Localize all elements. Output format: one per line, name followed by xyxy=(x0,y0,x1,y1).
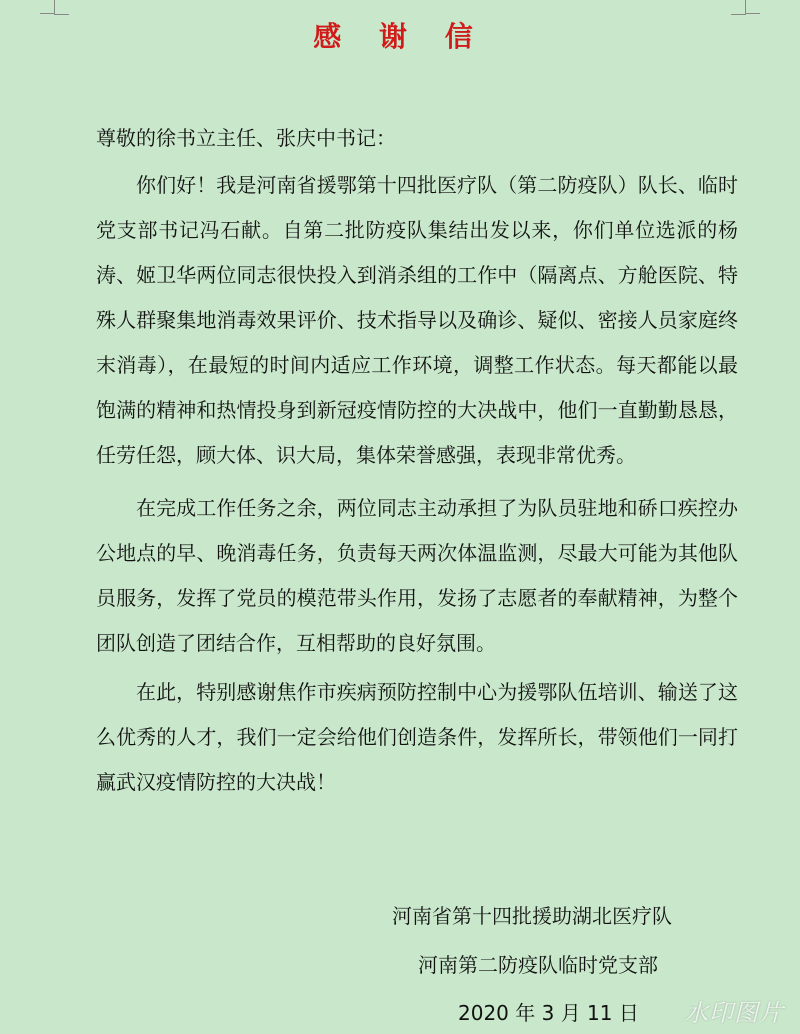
watermark: 水印图片 xyxy=(684,999,784,1027)
page-corner-mark-right xyxy=(731,0,746,15)
letter-body xyxy=(96,163,738,805)
signature-organization: 河南省第十四批援助湖北医疗队 xyxy=(392,904,672,928)
paragraph: 在此，特别感谢焦作市疾病预防控制中心为援鄂队伍培训、输送了这么优秀的人才，我们一定会给他们创造条件，发挥所长，带领他们一同打赢武汉疫情防控的大决战！ xyxy=(96,680,738,794)
signature-party-branch: 河南第二防疫队临时党支部 xyxy=(418,953,658,977)
page-corner-mark-left xyxy=(54,0,69,15)
paragraph: 在完成工作任务之余，两位同志主动承担了为队员驻地和硚口疾控办公地点的早、晚消毒任务，负责每天两次体温监测，尽最大可能为其他队员服务，发挥了党员的模范带头作用，发扬了志愿者的奉献精神，为整个团队创造了团结合作，互相帮助的良好氛围。 xyxy=(96,496,738,655)
letter-title: 感 谢 信 xyxy=(313,20,487,53)
salutation: 尊敬的徐书立主任、张庆中书记： xyxy=(96,126,396,150)
paragraph: 你们好！我是河南省援鄂第十四批医疗队（第二防疫队）队长、临时党支部书记冯石献。自第二批防疫队集结出发以来，你们单位选派的杨涛、姬卫华两位同志很快投入到消杀组的工作中（隔离点、方舱医院、特殊人群聚集地消毒效果评价、技术指导以及确诊、疑似、密接人员家庭终末消毒），在最短的时间内适应工作环境，调整工作状态。每天都能以最饱满的精神和热情投身到新冠疫情防控的大决战中，他们一直勤勤恳恳，任劳任怨，顾大体、识大局，集体荣誉感强，表现非常优秀。 xyxy=(96,173,738,467)
signature-date: 2020 年 3 月 11 日 xyxy=(458,1001,639,1025)
